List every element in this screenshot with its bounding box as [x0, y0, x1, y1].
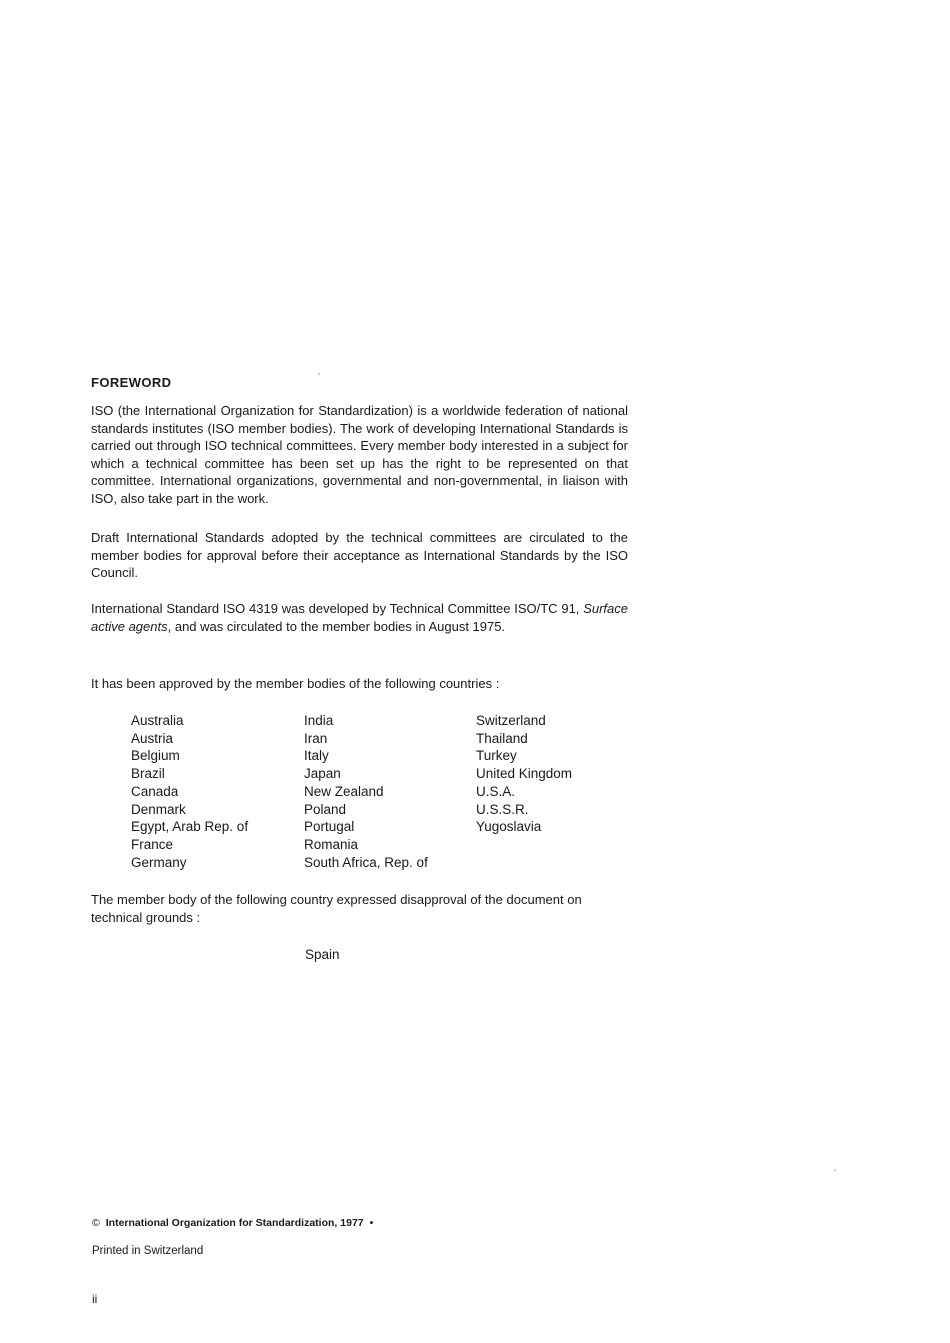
- standard-origin-text: International Standard ISO 4319 was developed by Technical Committee ISO/TC 91,: [91, 601, 584, 616]
- page-number: ii: [92, 1292, 98, 1306]
- country-name: U.S.S.R.: [476, 801, 529, 817]
- country-name: Egypt, Arab Rep. of: [131, 819, 249, 835]
- approval-intro: It has been approved by the member bodies of the following countries :: [91, 676, 500, 691]
- country-name: Portugal: [304, 819, 355, 835]
- country-name: France: [131, 836, 174, 852]
- country-name: Switzerland: [476, 713, 546, 728]
- country-name: Germany: [131, 854, 187, 870]
- standard-origin-text-end: , and was circulated to the member bodies in August 1975.: [167, 618, 506, 634]
- country-name: Poland: [304, 801, 347, 817]
- country-name: South Africa, Rep. of: [304, 854, 428, 870]
- foreword-paragraph-standard-origin: [91, 600, 628, 635]
- country-name: Iran: [304, 730, 328, 746]
- country-name: United Kingdom: [476, 766, 573, 782]
- approving-countries-column-3: [476, 712, 572, 836]
- country-name: New Zealand: [304, 783, 384, 799]
- country-name: Australia: [131, 713, 184, 728]
- country-name: Brazil: [131, 766, 165, 782]
- foreword-paragraph-iso-description: ISO (the International Organization for Standardization) is a worldwide federation of national standards institutes (ISO member bodies). The work of developing International Standards is carried out through ISO technical committees. Every member body interested in a subject for which a technical committee has been set up has the right to be represented on that committee. International organizations, governmental and non-governmental, in liaison with ISO, also take part in the work.: [91, 403, 628, 506]
- country-name: Canada: [131, 783, 179, 799]
- approving-countries-column-1: [131, 712, 248, 871]
- committee-title: Surface active agents: [91, 601, 628, 634]
- printed-in-note: Printed in Switzerland: [92, 1245, 204, 1257]
- copyright-symbol: ©: [92, 1217, 100, 1229]
- country-name: Austria: [131, 730, 174, 746]
- bullet-mark: •: [369, 1217, 374, 1229]
- country-name: India: [304, 713, 334, 728]
- country-name: Yugoslavia: [476, 819, 542, 835]
- copyright-line: [92, 1217, 373, 1229]
- foreword-paragraph-draft-standards: Draft International Standards adopted by the technical committees are circulated to the member bodies for approval before their acceptance as International Standards by the ISO Council.: [91, 530, 628, 581]
- copyright-text: International Organization for Standardization, 1977: [105, 1217, 364, 1229]
- scan-speck: [834, 1169, 836, 1171]
- country-name: Thailand: [476, 730, 528, 746]
- country-name: U.S.A.: [476, 783, 516, 799]
- disapproving-country: Spain: [305, 947, 340, 962]
- country-name: Japan: [304, 766, 341, 782]
- country-name: Italy: [304, 748, 329, 764]
- disapproval-intro: The member body of the following country expressed disapproval of the document on technical grounds :: [91, 892, 582, 925]
- country-name: Denmark: [131, 801, 186, 817]
- approving-countries-column-2: [304, 712, 428, 871]
- scan-speck: [318, 373, 320, 375]
- country-name: Turkey: [476, 748, 517, 764]
- country-name: Romania: [304, 836, 359, 852]
- foreword-heading: FOREWORD: [91, 375, 172, 390]
- country-name: Belgium: [131, 748, 180, 764]
